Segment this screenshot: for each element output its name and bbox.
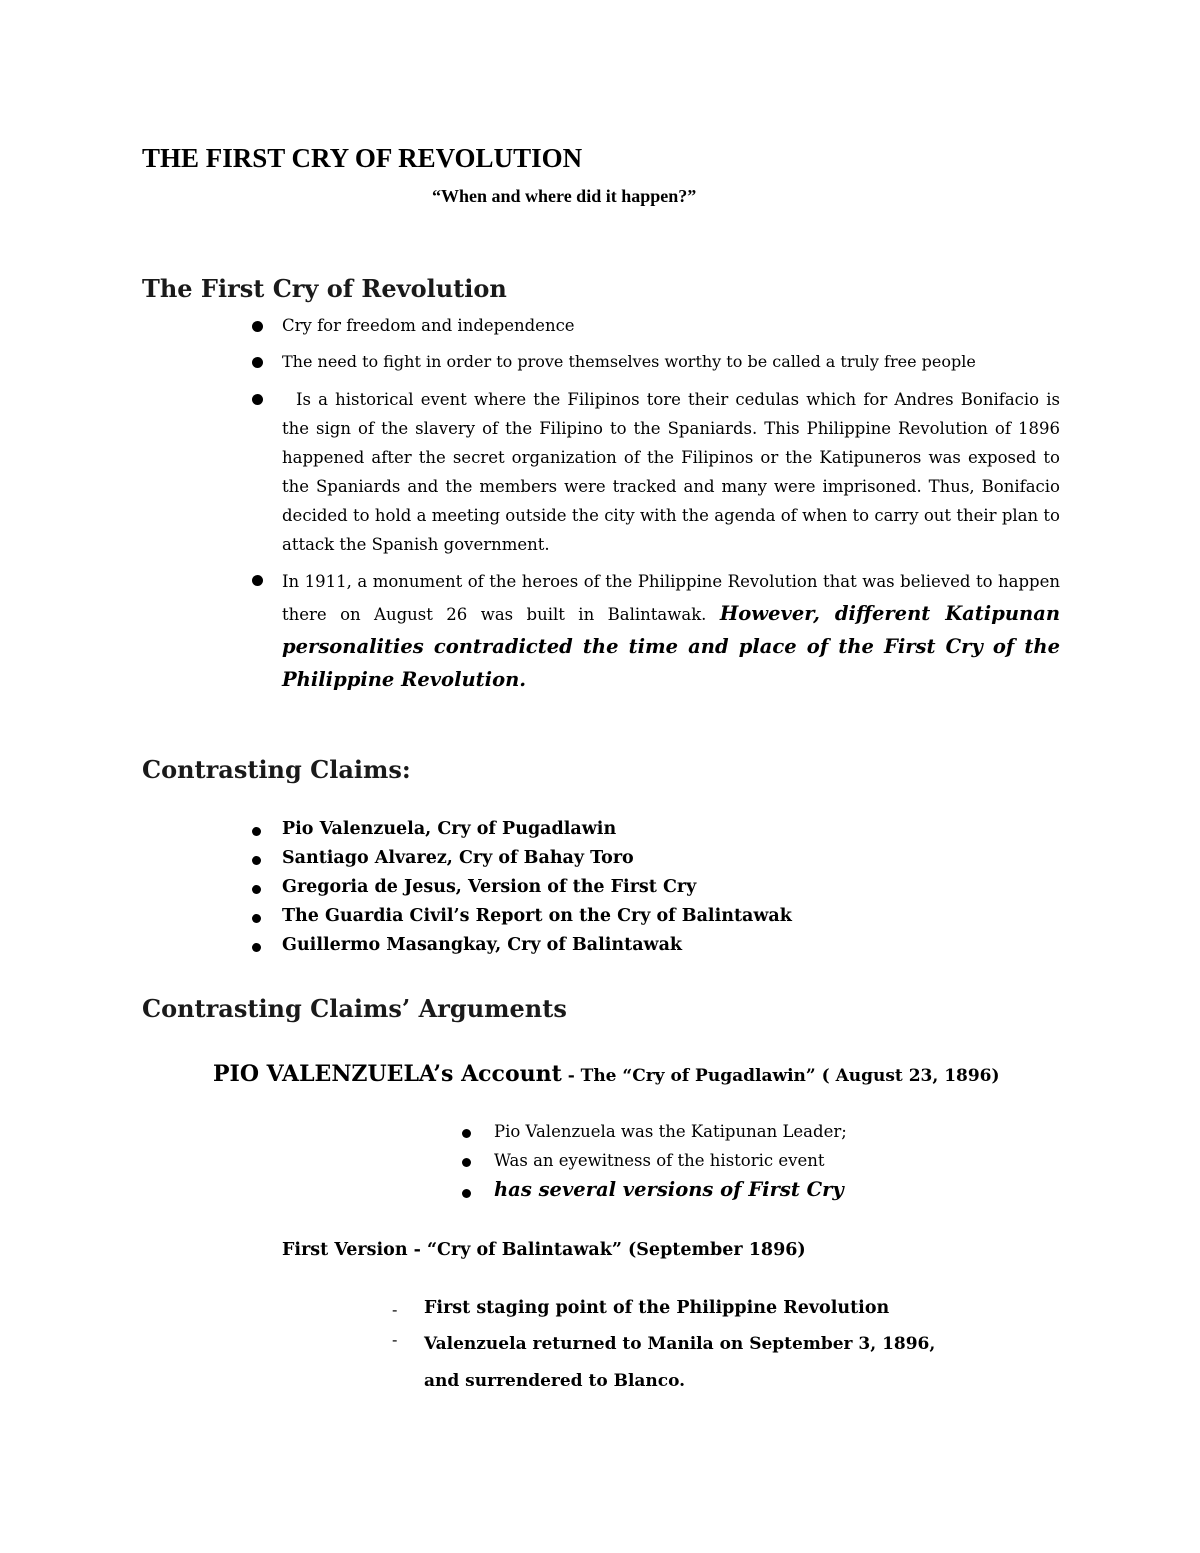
- document-subtitle: “When and where did it happen?”: [432, 186, 697, 206]
- bullet-icon: [252, 321, 263, 332]
- list-item-text: In 1911, a monument of the heroes of the Philippine Revolution that was believed to happen there on August 26 was built in Balintawak.: [282, 572, 1060, 624]
- list-item: The Guardia Civil’s Report on the Cry of Balintawak: [282, 906, 792, 926]
- list-item: Guillermo Masangkay, Cry of Balintawak: [282, 935, 683, 955]
- bullet-icon: [252, 357, 263, 368]
- list-item: Was an eyewitness of the historic event: [494, 1151, 825, 1170]
- section-heading-arguments: Contrasting Claims’ Arguments: [142, 994, 567, 1023]
- bullet-icon: [252, 575, 263, 586]
- list-item: Gregoria de Jesus, Version of the First Cry: [282, 877, 697, 897]
- dash-marker: -: [392, 1300, 398, 1319]
- list-item: Valenzuela returned to Manila on September 3, 1896, and surrendered to Blanco.: [424, 1334, 936, 1391]
- list-item: First staging point of the Philippine Revolution: [424, 1298, 890, 1318]
- bullet-icon: [462, 1129, 471, 1138]
- emphasis-text: However, different Katipunan personalities contradicted the time and place of the First Cry of the Philippine Revolution.: [282, 602, 1061, 691]
- bullet-icon: [252, 914, 261, 923]
- section-heading-first-cry: The First Cry of Revolution: [142, 274, 507, 303]
- bullet-icon: [252, 827, 261, 836]
- list-item: Cry for freedom and independence: [282, 316, 575, 335]
- section-heading-contrasting-claims: Contrasting Claims:: [142, 755, 411, 784]
- list-item: The need to fight in order to prove themselves worthy to be called a truly free people: [282, 352, 976, 371]
- bullet-icon: [252, 943, 261, 952]
- account-name: PIO VALENZUELA’s Account: [213, 1061, 562, 1087]
- list-item: Santiago Alvarez, Cry of Bahay Toro: [282, 848, 634, 868]
- bullet-icon: [462, 1158, 471, 1167]
- list-item: Pio Valenzuela was the Katipunan Leader;: [494, 1122, 847, 1141]
- bullet-icon: [252, 394, 263, 405]
- list-item: Pio Valenzuela, Cry of Pugadlawin: [282, 819, 617, 839]
- dash-marker: -: [392, 1330, 398, 1349]
- document-title: THE FIRST CRY OF REVOLUTION: [142, 143, 583, 173]
- list-item-paragraph: Is a historical event where the Filipinos tore their cedulas which for Andres Bonifacio is the sign of the slavery of the Filipino to the Spaniards. This Philippine Revolution of 1896 happened after the secret organization of the Filipinos or the Katipuneros was exposed to the Spaniards and the members were tracked and many were imprisoned. Thus, Bonifacio decided to hold a meeting outside the city with the agenda of when to carry out their plan to attack the Spanish government.: [282, 390, 1060, 554]
- bullet-icon: [462, 1189, 471, 1198]
- list-item-paragraph: [282, 566, 1060, 697]
- bullet-icon: [252, 856, 261, 865]
- account-detail: - The “Cry of Pugadlawin” ( August 23, 1896): [561, 1066, 1000, 1086]
- account-heading: [213, 1061, 1000, 1087]
- bullet-icon: [252, 885, 261, 894]
- list-item-emphasis: has several versions of First Cry: [494, 1178, 844, 1201]
- first-version-heading: First Version - “Cry of Balintawak” (September 1896): [282, 1240, 806, 1260]
